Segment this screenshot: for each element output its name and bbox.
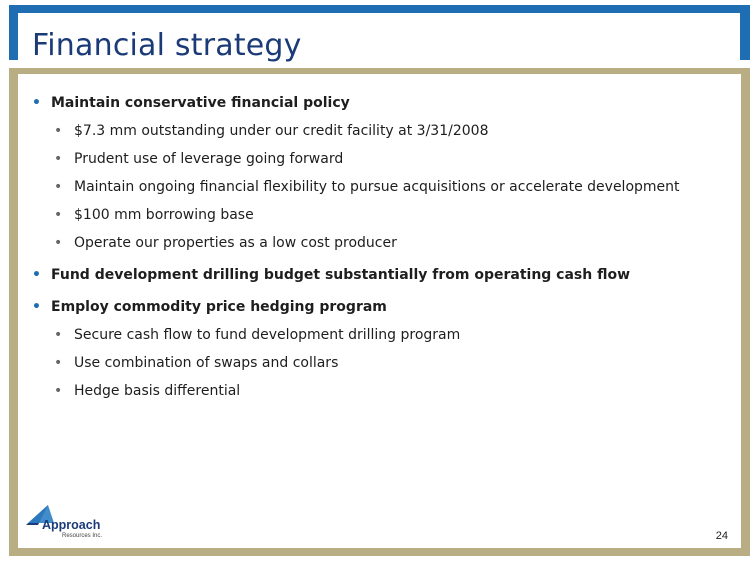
sub-bullet-icon: • [54,123,63,139]
sub-bullet-text: Operate our properties as a low cost producer [74,235,397,251]
sub-bullet-text: Use combination of swaps and collars [74,355,339,371]
sub-bullet-item [30,352,730,380]
bullet-list [30,92,730,408]
sub-bullet-text: Secure cash flow to fund development drilling program [74,327,461,343]
title-underline-rule [9,68,750,74]
bullet-text: Employ commodity price hedging program [51,299,387,315]
sub-bullet-text: Hedge basis differential [74,383,241,399]
sub-bullet-text: Prudent use of leverage going forward [74,151,344,167]
top-border-bar [9,5,750,13]
sub-bullet-text: $100 mm borrowing base [74,207,254,223]
bullet-item [30,296,730,324]
sub-bullet-item [30,176,730,204]
sub-bullet-icon: • [54,179,63,195]
company-logo [24,505,134,545]
right-border [741,68,750,556]
top-right-border [740,5,750,60]
sub-bullet-item [30,204,730,232]
bullet-icon: • [32,95,41,111]
sub-bullet-text: Maintain ongoing financial flexibility to pursue acquisitions or accelerate development [74,179,680,195]
bottom-border [9,548,750,556]
top-left-border [9,5,18,60]
sub-bullet-icon: • [54,207,63,223]
bullet-text: Fund development drilling budget substantially from operating cash flow [51,267,631,283]
sub-bullet-item [30,380,730,408]
sub-bullet-item [30,148,730,176]
sub-bullet-icon: • [54,151,63,167]
sub-bullet-icon: • [54,235,63,251]
logo-name: Approach [42,518,101,532]
bullet-item [30,92,730,120]
sub-bullet-icon: • [54,383,63,399]
left-border [9,68,18,556]
sub-bullet-item [30,324,730,352]
sub-bullet-item [30,232,730,260]
bullet-icon: • [32,267,41,283]
sub-bullet-icon: • [54,327,63,343]
bullet-text: Maintain conservative financial policy [51,95,350,111]
bullet-item [30,264,730,292]
sub-bullet-item [30,120,730,148]
sub-bullet-icon: • [54,355,63,371]
bullet-icon: • [32,299,41,315]
slide-title: Financial strategy [32,28,302,63]
page-number: 24 [715,530,728,542]
sub-bullet-text: $7.3 mm outstanding under our credit facility at 3/31/2008 [74,123,489,139]
logo-subtitle: Resources Inc. [62,533,103,539]
